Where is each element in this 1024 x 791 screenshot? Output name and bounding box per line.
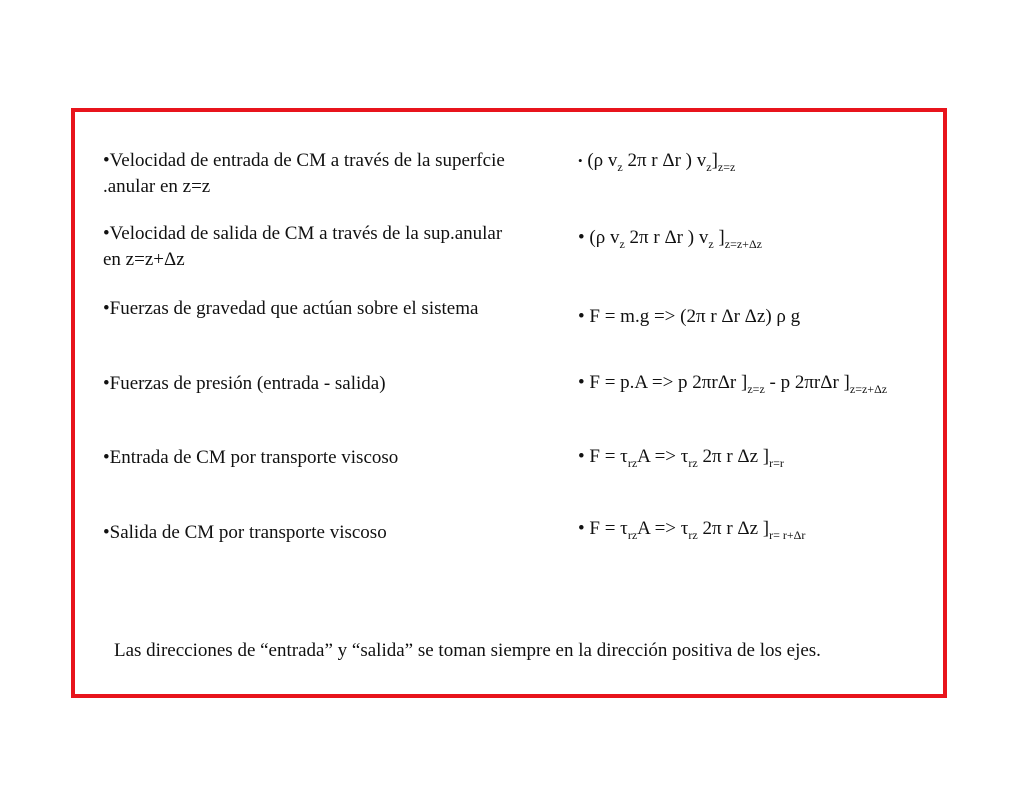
item-line: •Fuerzas de presión (entrada - salida) bbox=[103, 373, 386, 394]
item-entrada-viscoso bbox=[103, 445, 398, 471]
formula-gravedad: • F = m.g => (2π r Δr Δz) ρ g bbox=[578, 306, 801, 327]
item-salida-viscoso bbox=[103, 520, 387, 546]
item-line: •Salida de CM por transporte viscoso bbox=[103, 522, 387, 543]
formula-salida-viscoso: • $F = \tau_{rz}A => \tau_{rz}$ 2π r Δz ]$_{r= r+\Delta r}$ bbox=[578, 518, 806, 542]
item-line: •Velocidad de salida de CM a través de la sup.anular bbox=[103, 223, 503, 244]
item-line: •Fuerzas de gravedad que actúan sobre el sistema bbox=[103, 298, 479, 319]
formula-entrada: • (ρ $v_z$ 2π r Δr ) $v_z]_{z=z}$ bbox=[578, 150, 736, 174]
item-gravedad bbox=[103, 296, 478, 322]
formula-presion: • F = p.A => p 2πrΔr ]$_{z=z}$ - p 2πrΔr ]$_{z=z+\Delta z}$ bbox=[578, 372, 888, 396]
item-line: •Entrada de CM por transporte viscoso bbox=[103, 447, 399, 468]
item-entrada-velocidad bbox=[103, 148, 505, 200]
item-line: .anular en z=z bbox=[103, 176, 211, 197]
item-line: en z=z+Δz bbox=[103, 249, 185, 270]
direction-note: Las direcciones de “entrada” y “salida” se toman siempre en la dirección positiva de los ejes. bbox=[114, 640, 821, 661]
item-line: •Velocidad de entrada de CM a través de la superfcie bbox=[103, 150, 505, 171]
formula-entrada-viscoso: • $F = \tau_{rz}A => \tau_{rz}$ 2π r Δz ]$_{r=r}$ bbox=[578, 446, 784, 470]
formula-salida: • (ρ $v_z$ 2π r Δr ) $v_z$ ]$_{z=z+\Delta z}$ bbox=[578, 227, 762, 251]
item-presion bbox=[103, 371, 386, 397]
item-salida-velocidad bbox=[103, 221, 502, 273]
